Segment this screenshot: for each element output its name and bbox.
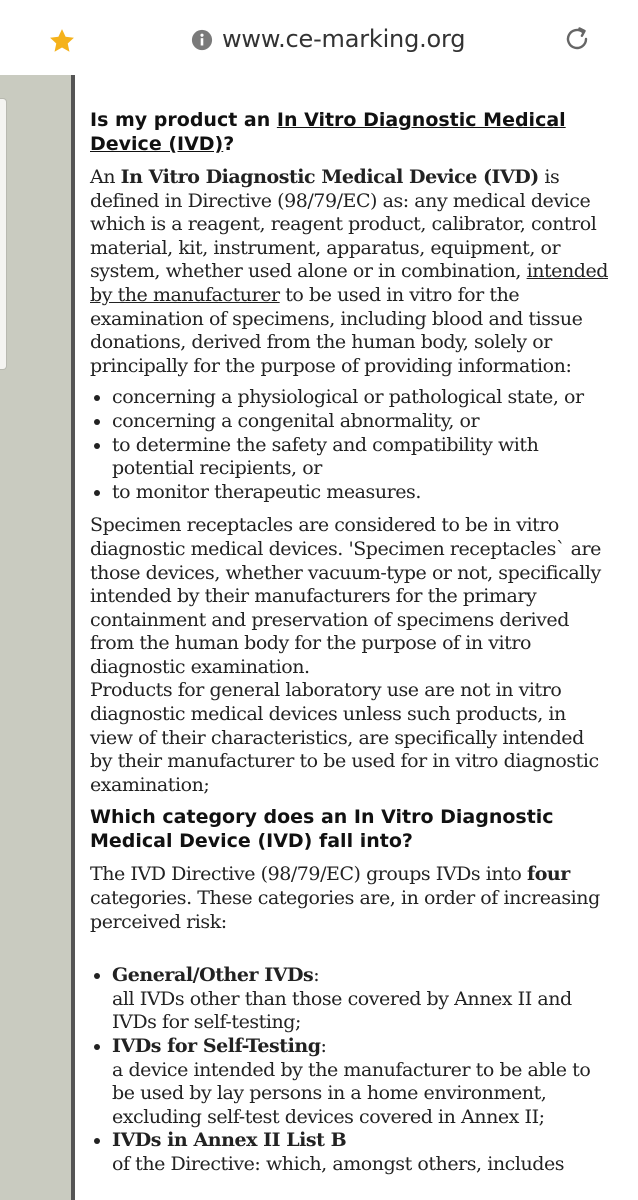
star-icon[interactable] — [48, 27, 76, 55]
ivd-definition-paragraph — [90, 166, 610, 378]
list-item: • to determine the safety and compatibility with potential recipients, or — [112, 434, 610, 481]
bold-term: In Vitro Diagnostic Medical Device (IVD) — [120, 166, 539, 188]
category-suffix: : — [320, 1035, 327, 1057]
heading-suffix: ? — [223, 133, 235, 155]
list-item: • concerning a congenital abnormality, or — [112, 410, 610, 434]
text-run: The IVD Directive (98/79/EC) groups IVDs into — [90, 863, 527, 886]
category-suffix: : — [313, 964, 320, 987]
underlined-phrase: intended by the manufacturer — [90, 260, 608, 306]
ivd-link[interactable]: In Vitro Diagnostic Medical Device (IVD) — [90, 109, 566, 155]
info-icon[interactable] — [191, 29, 213, 51]
text-run: is defined in Directive (98/79/EC) as: any medical device which is a reagent, reagent product, calibrator, control material, kit, instrument, apparatus, equipment, or system, whether used alone or in combination, — [90, 166, 597, 283]
page-left-margin — [0, 75, 71, 1200]
side-panel-handle[interactable] — [0, 98, 7, 370]
purpose-list — [90, 386, 610, 504]
category-title: General/Other IVDs — [112, 964, 314, 987]
categories-intro-paragraph — [90, 863, 610, 934]
list-item: • to monitor therapeutic measures. — [112, 481, 610, 505]
reload-icon[interactable] — [562, 24, 592, 54]
category-title: IVDs in Annex II List B — [112, 1129, 347, 1152]
specimen-receptacles-paragraph: Specimen receptacles are considered to be in vitro diagnostic medical devices. 'Specimen receptacles` are those devices, whether vacuum-type or not, specifically intended by their manufacturers for the primary containment and preservation of specimens derived from the human body for the purpose of in vitro diagnostic examination. — [90, 514, 601, 678]
category-description: all IVDs other than those covered by Annex II and IVDs for self-testing; — [112, 987, 572, 1034]
url-text[interactable]: www.ce-marking.org — [222, 25, 466, 53]
list-item: • concerning a physiological or pathological state, or — [112, 386, 610, 410]
category-description: a device intended by the manufacturer to be able to be used by lay persons in a home environment, excluding self-test devices covered in Annex II; — [112, 1058, 591, 1128]
browser-address-bar — [0, 0, 638, 75]
article-content — [75, 75, 638, 1200]
bold-term: four — [526, 863, 570, 886]
laboratory-use-paragraph: Products for general laboratory use are not in vitro diagnostic medical devices unless such products, in view of their characteristics, are specifically intended by their manufacturer to be used for in vitro diagnostic examination; — [90, 679, 599, 796]
text-run: categories. These categories are, in order of increasing perceived risk: — [90, 887, 600, 933]
text-run: to be used in vitro for the examination of specimens, including blood and tissue donations, derived from the human body, solely or principally for the purpose of providing information: — [90, 283, 583, 377]
heading-prefix: Is my product an — [90, 109, 277, 131]
spacer — [90, 934, 610, 964]
list-item — [112, 1129, 610, 1176]
text-run: An — [90, 166, 121, 188]
question-category-heading: Which category does an In Vitro Diagnostic Medical Device (IVD) fall into? — [90, 806, 554, 853]
list-item — [112, 1035, 610, 1129]
question-ivd-heading — [90, 108, 610, 156]
category-list — [90, 964, 610, 1176]
category-description: of the Directive: which, amongst others, includes — [112, 1152, 565, 1175]
category-title: IVDs for Self-Testing — [112, 1035, 321, 1057]
list-item — [112, 964, 610, 1035]
